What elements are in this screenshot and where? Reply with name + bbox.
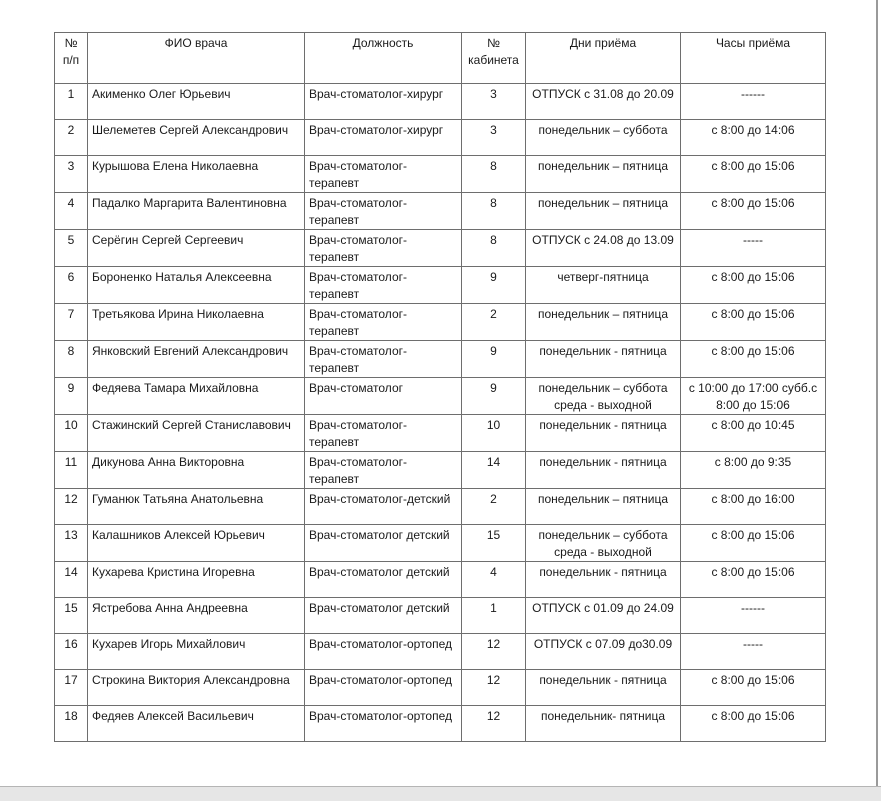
- table-row: [55, 120, 826, 156]
- doctor-name: Федяева Тамара Михайловна: [88, 378, 305, 415]
- doctor-name: Третьякова Ирина Николаевна: [88, 304, 305, 341]
- table-row: [55, 341, 826, 378]
- doctor-name: Кухарев Игорь Михайлович: [88, 634, 305, 670]
- reception-days: ОТПУСК с 07.09 до30.09: [526, 634, 681, 670]
- header-room: № кабинета: [462, 33, 526, 84]
- doctor-position: Врач-стоматолог детский: [305, 525, 462, 562]
- reception-hours: ------: [681, 84, 826, 120]
- row-number: 16: [55, 634, 88, 670]
- room-number: 2: [462, 304, 526, 341]
- row-number: 15: [55, 598, 88, 634]
- table-row: [55, 452, 826, 489]
- doctor-name: Курышова Елена Николаевна: [88, 156, 305, 193]
- doctor-position: Врач-стоматолог-терапевт: [305, 452, 462, 489]
- room-number: 3: [462, 120, 526, 156]
- row-number: 8: [55, 341, 88, 378]
- doctor-position: Врач-стоматолог-детский: [305, 489, 462, 525]
- header-number: № п/п: [55, 33, 88, 84]
- doctor-position: Врач-стоматолог-терапевт: [305, 193, 462, 230]
- reception-hours: с 8:00 до 15:06: [681, 706, 826, 742]
- table-row: [55, 267, 826, 304]
- reception-days: понедельник – пятница: [526, 193, 681, 230]
- reception-hours: с 8:00 до 15:06: [681, 562, 826, 598]
- reception-hours: с 8:00 до 10:45: [681, 415, 826, 452]
- header-position: Должность: [305, 33, 462, 84]
- reception-days: понедельник – суббота: [526, 120, 681, 156]
- row-number: 17: [55, 670, 88, 706]
- doctor-position: Врач-стоматолог-терапевт: [305, 156, 462, 193]
- reception-hours: -----: [681, 230, 826, 267]
- row-number: 7: [55, 304, 88, 341]
- reception-days: понедельник - пятница: [526, 562, 681, 598]
- row-number: 11: [55, 452, 88, 489]
- page-edge: [876, 0, 878, 800]
- table-row: [55, 230, 826, 267]
- header-reception-hours: Часы приёма: [681, 33, 826, 84]
- reception-hours: с 8:00 до 16:00: [681, 489, 826, 525]
- room-number: 8: [462, 156, 526, 193]
- reception-hours: с 8:00 до 15:06: [681, 267, 826, 304]
- room-number: 3: [462, 84, 526, 120]
- reception-hours: с 8:00 до 15:06: [681, 193, 826, 230]
- reception-hours: с 8:00 до 15:06: [681, 670, 826, 706]
- room-number: 9: [462, 378, 526, 415]
- reception-hours: с 8:00 до 15:06: [681, 156, 826, 193]
- table-row: [55, 156, 826, 193]
- table-row: [55, 562, 826, 598]
- table-row: [55, 634, 826, 670]
- reception-days: понедельник - пятница: [526, 670, 681, 706]
- row-number: 9: [55, 378, 88, 415]
- room-number: 15: [462, 525, 526, 562]
- reception-hours: с 8:00 до 15:06: [681, 525, 826, 562]
- doctor-name: Бороненко Наталья Алексеевна: [88, 267, 305, 304]
- header-reception-days: Дни приёма: [526, 33, 681, 84]
- room-number: 8: [462, 193, 526, 230]
- reception-days: понедельник - пятница: [526, 341, 681, 378]
- reception-days: понедельник - пятница: [526, 452, 681, 489]
- room-number: 9: [462, 341, 526, 378]
- room-number: 12: [462, 634, 526, 670]
- row-number: 1: [55, 84, 88, 120]
- reception-hours: с 10:00 до 17:00 субб.с 8:00 до 15:06: [681, 378, 826, 415]
- doctor-position: Врач-стоматолог-терапевт: [305, 341, 462, 378]
- doctor-name: Строкина Виктория Александровна: [88, 670, 305, 706]
- row-number: 12: [55, 489, 88, 525]
- row-number: 4: [55, 193, 88, 230]
- reception-hours: с 8:00 до 14:06: [681, 120, 826, 156]
- reception-days: понедельник – пятница: [526, 304, 681, 341]
- room-number: 2: [462, 489, 526, 525]
- table-row: [55, 304, 826, 341]
- doctor-position: Врач-стоматолог: [305, 378, 462, 415]
- table-row: [55, 193, 826, 230]
- room-number: 4: [462, 562, 526, 598]
- doctor-name: Серёгин Сергей Сергеевич: [88, 230, 305, 267]
- table-row: [55, 489, 826, 525]
- reception-days: четверг-пятница: [526, 267, 681, 304]
- reception-days: понедельник – пятница: [526, 156, 681, 193]
- doctor-position: Врач-стоматолог-хирург: [305, 120, 462, 156]
- row-number: 18: [55, 706, 88, 742]
- doctor-name: Ястребова Анна Андреевна: [88, 598, 305, 634]
- doctor-schedule-table: [54, 32, 826, 742]
- doctor-position: Врач-стоматолог-терапевт: [305, 267, 462, 304]
- doctor-name: Стажинский Сергей Станиславович: [88, 415, 305, 452]
- room-number: 12: [462, 706, 526, 742]
- doctor-position: Врач-стоматолог-терапевт: [305, 304, 462, 341]
- row-number: 14: [55, 562, 88, 598]
- doctor-name: Падалко Маргарита Валентиновна: [88, 193, 305, 230]
- table-row: [55, 84, 826, 120]
- reception-hours: с 8:00 до 9:35: [681, 452, 826, 489]
- table-row: [55, 415, 826, 452]
- room-number: 8: [462, 230, 526, 267]
- reception-days: ОТПУСК с 24.08 до 13.09: [526, 230, 681, 267]
- doctor-name: Кухарева Кристина Игоревна: [88, 562, 305, 598]
- doctor-position: Врач-стоматолог-терапевт: [305, 230, 462, 267]
- doctor-name: Гуманюк Татьяна Анатольевна: [88, 489, 305, 525]
- doctor-name: Калашников Алексей Юрьевич: [88, 525, 305, 562]
- reception-days: понедельник – суббота среда - выходной: [526, 525, 681, 562]
- header-doctor-name: ФИО врача: [88, 33, 305, 84]
- reception-hours: с 8:00 до 15:06: [681, 341, 826, 378]
- room-number: 9: [462, 267, 526, 304]
- doctor-position: Врач-стоматолог-хирург: [305, 84, 462, 120]
- doctor-position: Врач-стоматолог-ортопед: [305, 634, 462, 670]
- table-header-row: [55, 33, 826, 84]
- table-row: [55, 706, 826, 742]
- reception-days: ОТПУСК с 01.09 до 24.09: [526, 598, 681, 634]
- doctor-position: Врач-стоматолог-ортопед: [305, 706, 462, 742]
- page-bottom-edge: [0, 786, 881, 801]
- room-number: 14: [462, 452, 526, 489]
- reception-hours: с 8:00 до 15:06: [681, 304, 826, 341]
- reception-days: понедельник- пятница: [526, 706, 681, 742]
- doctor-name: Дикунова Анна Викторовна: [88, 452, 305, 489]
- row-number: 6: [55, 267, 88, 304]
- room-number: 12: [462, 670, 526, 706]
- doctor-position: Врач-стоматолог-ортопед: [305, 670, 462, 706]
- row-number: 10: [55, 415, 88, 452]
- doctor-name: Акименко Олег Юрьевич: [88, 84, 305, 120]
- table-row: [55, 525, 826, 562]
- table-row: [55, 378, 826, 415]
- doctor-position: Врач-стоматолог-терапевт: [305, 415, 462, 452]
- doctor-position: Врач-стоматолог детский: [305, 598, 462, 634]
- table-row: [55, 598, 826, 634]
- row-number: 3: [55, 156, 88, 193]
- reception-hours: -----: [681, 634, 826, 670]
- reception-days: ОТПУСК с 31.08 до 20.09: [526, 84, 681, 120]
- reception-days: понедельник - пятница: [526, 415, 681, 452]
- doctor-name: Шелеметев Сергей Александрович: [88, 120, 305, 156]
- room-number: 1: [462, 598, 526, 634]
- doctor-name: Федяев Алексей Васильевич: [88, 706, 305, 742]
- row-number: 2: [55, 120, 88, 156]
- table-row: [55, 670, 826, 706]
- room-number: 10: [462, 415, 526, 452]
- doctor-position: Врач-стоматолог детский: [305, 562, 462, 598]
- reception-days: понедельник – суббота среда - выходной: [526, 378, 681, 415]
- reception-days: понедельник – пятница: [526, 489, 681, 525]
- doctor-name: Янковский Евгений Александрович: [88, 341, 305, 378]
- row-number: 13: [55, 525, 88, 562]
- row-number: 5: [55, 230, 88, 267]
- reception-hours: ------: [681, 598, 826, 634]
